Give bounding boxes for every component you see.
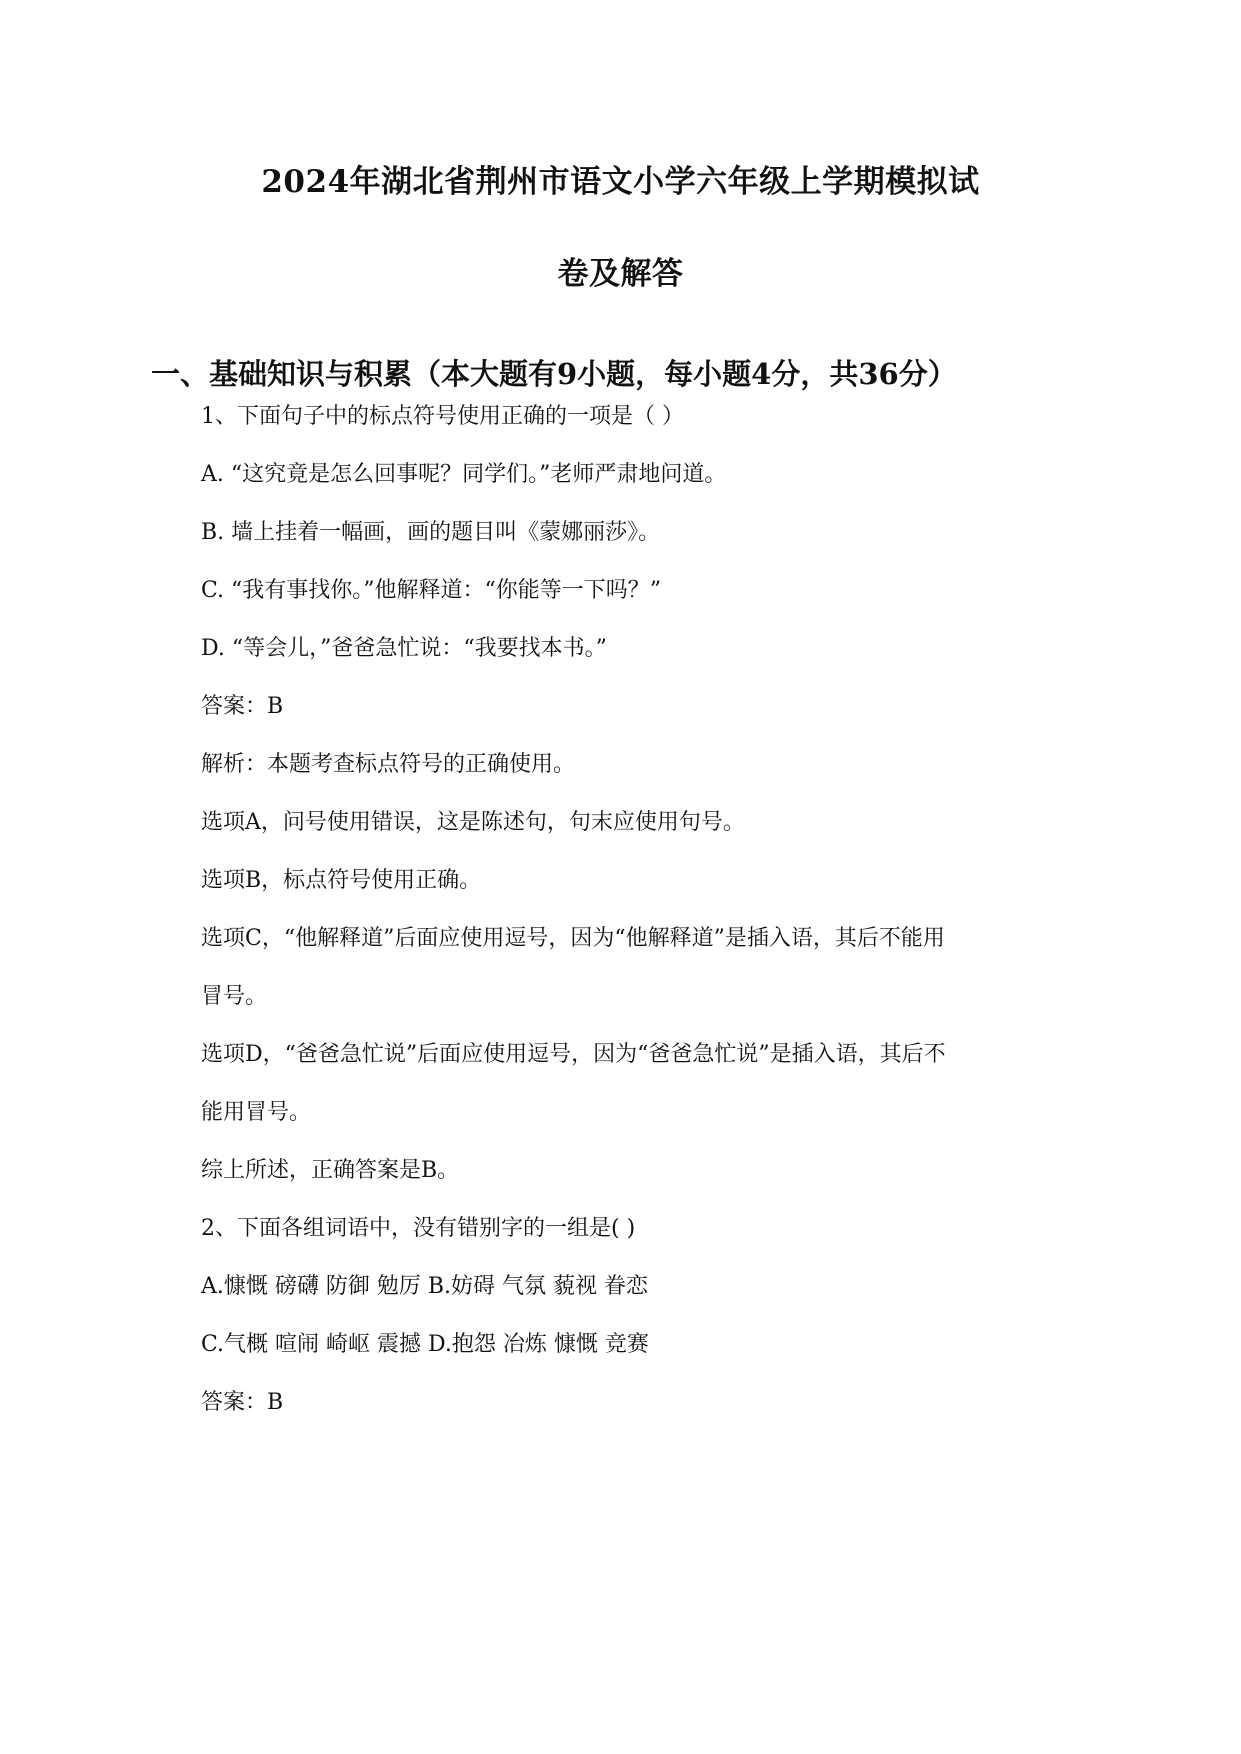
question-1-analysis-b: 选项B，标点符号使用正确。: [201, 868, 482, 893]
question-2-options-cd: C.气概 喧闹 崎岖 震撼 D.抱怨 冶炼 慷慨 竞赛: [201, 1332, 649, 1357]
question-1-option-c: C. “我有事找你。”他解释道：“你能等一下吗？”: [201, 578, 662, 603]
question-1-analysis-intro: 解析：本题考查标点符号的正确使用。: [201, 752, 576, 777]
question-1-option-d: D. “等会儿，”爸爸急忙说：“我要找本书。”: [201, 636, 607, 661]
question-2-stem: 2、下面各组词语中，没有错别字的一组是( ): [201, 1216, 636, 1241]
question-1-answer: 答案：B: [201, 694, 284, 719]
question-1-conclusion: 综上所述，正确答案是B。: [201, 1158, 460, 1183]
question-1-option-a: A. “这究竟是怎么回事呢？同学们。”老师严肃地问道。: [201, 462, 727, 487]
section-heading: 一、基础知识与积累（本大题有9小题，每小题4分，共36分）: [151, 357, 957, 391]
question-2-options-ab: A.慷慨 磅礴 防御 勉厉 B.妨碍 气氛 藐视 眷恋: [201, 1274, 648, 1299]
question-1-analysis-d-cont: 能用冒号。: [201, 1100, 312, 1125]
question-1-stem: 1、下面句子中的标点符号使用正确的一项是（ ）: [201, 404, 684, 429]
question-1-option-b: B. 墙上挂着一幅画，画的题目叫《蒙娜丽莎》。: [201, 520, 661, 545]
question-1-analysis-a: 选项A，问号使用错误，这是陈述句，句末应使用句号。: [201, 810, 745, 835]
document-title-line-2: 卷及解答: [557, 256, 684, 292]
question-1-analysis-c-cont: 冒号。: [201, 984, 268, 1009]
question-2-answer: 答案：B: [201, 1390, 284, 1415]
document-title-line-1: 2024年湖北省荆州市语文小学六年级上学期模拟试: [261, 164, 980, 200]
question-1-analysis-c: 选项C，“他解释道”后面应使用逗号，因为“他解释道”是插入语，其后不能用: [201, 926, 945, 951]
question-1-analysis-d: 选项D，“爸爸急忙说”后面应使用逗号，因为“爸爸急忙说”是插入语，其后不: [201, 1042, 946, 1067]
